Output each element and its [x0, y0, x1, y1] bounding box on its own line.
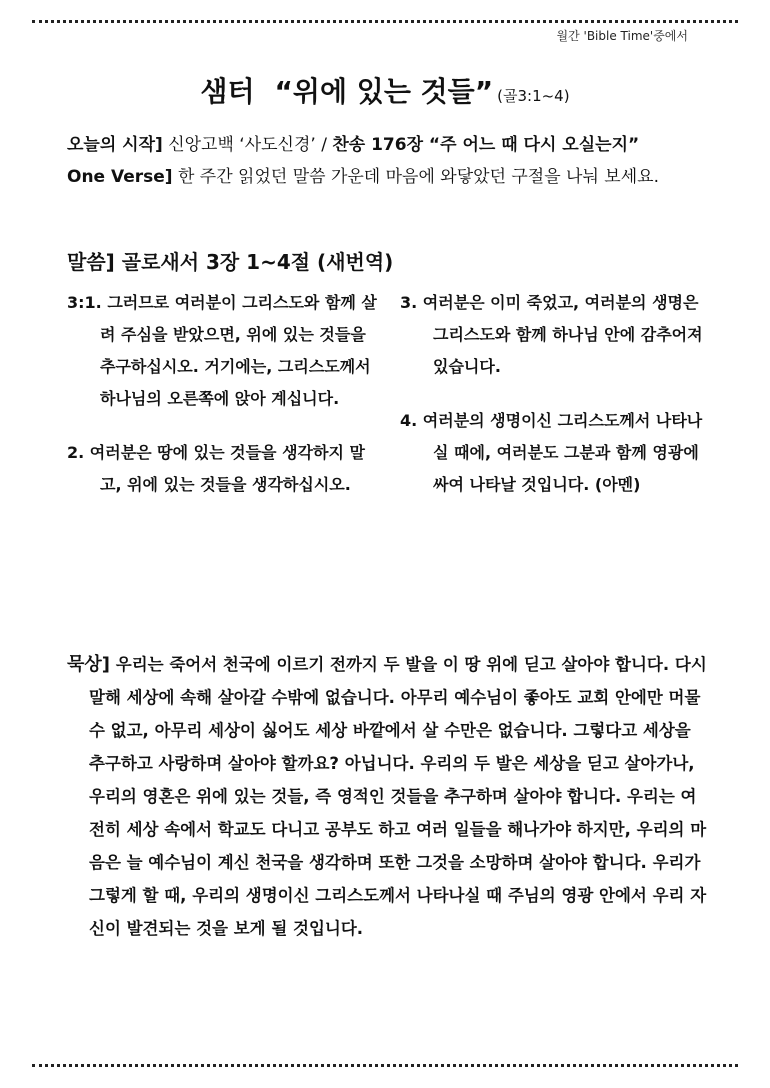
verse-4: 4. 여러분의 생명이신 그리스도께서 나타나실 때에, 여러분도 그분과 함께 영광에 싸여 나타날 것입니다. (아멘): [400, 411, 703, 494]
intro-start-line: [67, 130, 639, 155]
top-dotted-rule: [32, 20, 738, 23]
verse-1: 3:1. 그러므로 여러분이 그리스도와 함께 살려 주심을 받았으면, 위에 있는 것들을 추구하십시오. 거기에는, 그리스도께서 하나님의 오른쪽에 앉아 계십니다.: [67, 293, 377, 408]
meditation-paragraph: [67, 648, 707, 945]
one-verse-line: [67, 162, 659, 187]
verse-2: 2. 여러분은 땅에 있는 것들을 생각하지 말고, 위에 있는 것들을 생각하십시오.: [67, 443, 365, 494]
scripture-left-column: [67, 287, 377, 523]
bottom-dotted-rule: [32, 1064, 738, 1067]
meditation-text: 우리는 죽어서 천국에 이르기 전까지 두 발을 이 땅 위에 딛고 살아야 합니다. 다시 말해 세상에 속해 살아갈 수밖에 없습니다. 아무리 예수님이 좋아도 교회 안에만 머물 수 없고, 아무리 세상이 싫어도 세상 바깥에서 살 수만은 없습니다. 그렇다고 세상을 추구하고 사랑하며 살아야 할까요? 아닙니다. 우리의 두 발은 세상을 딛고 살아가나, 우리의 영혼은 위에 있는 것들, 즉 영적인 것들을 추구하며 살아야 합니다. 우리는 여전히 세상 속에서 학교도 다니고 공부도 하고 여러 일들을 해나가야 하지만, 우리의 마음은 늘 예수님이 계신 천국을 생각하며 또한 그것을 소망하며 살아야 합니다. 우리가 그렇게 할 때, 우리의 생명이신 그리스도께서 나타나실 때 주님의 영광 안에서 우리 자신이 발견되는 것을 보게 될 것입니다.: [89, 655, 707, 938]
one-verse-text: 한 주간 읽었던 말씀 가운데 마음에 와닿았던 구절을 나눠 보세요.: [172, 167, 659, 187]
title-quote: “위에 있는 것들”: [274, 75, 494, 108]
verse-3: 3. 여러분은 이미 죽었고, 여러분의 생명은 그리스도와 함께 하나님 안에 감추어져 있습니다.: [400, 293, 703, 376]
title-main: 샘터: [200, 75, 255, 108]
scripture-right-column: [400, 287, 710, 523]
one-verse-label: One Verse]: [67, 167, 173, 187]
start-text: 신앙고백 ‘사도신경’ /: [162, 135, 333, 155]
meditation-label: 묵상]: [67, 654, 111, 675]
title-reference: (골3:1~4): [497, 87, 570, 105]
page-title: [0, 70, 770, 110]
hymn-text: 찬송 176장 “주 어느 때 다시 오실는지”: [332, 135, 640, 155]
start-label: 오늘의 시작]: [67, 135, 163, 155]
source-note: 월간 'Bible Time'중에서: [556, 29, 688, 43]
scripture-heading: 말씀] 골로새서 3장 1~4절 (새번역): [67, 250, 394, 274]
